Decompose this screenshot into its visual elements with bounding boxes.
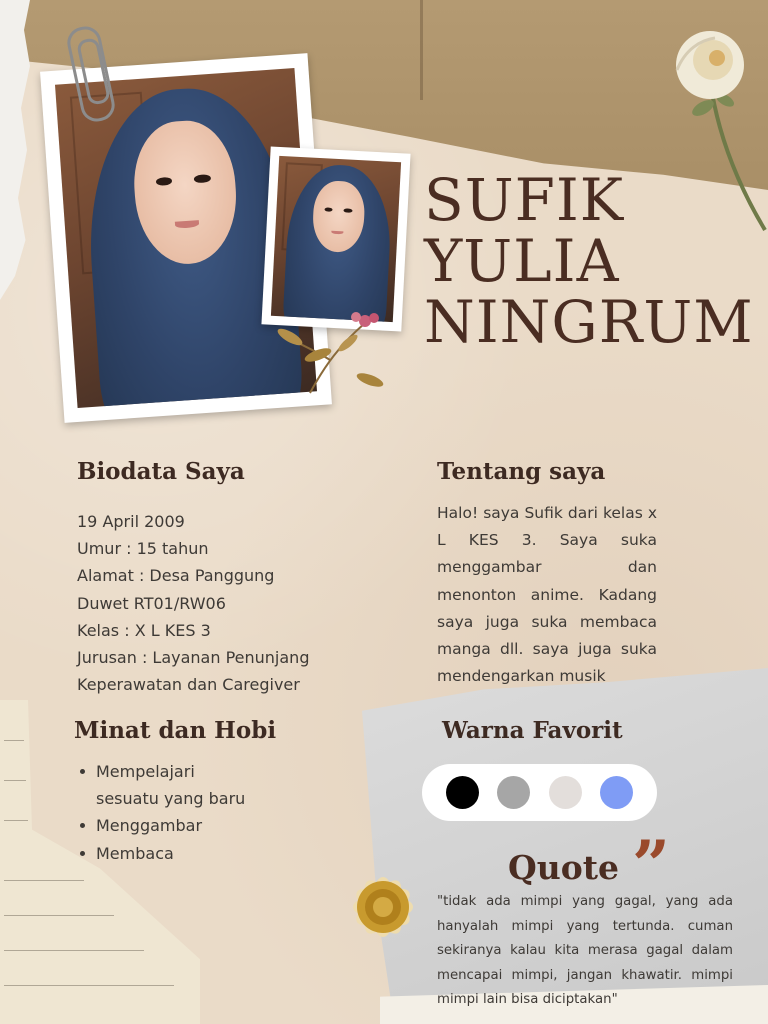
biodata-line: Alamat : Desa Panggung — [77, 566, 275, 586]
about-heading: Tentang saya — [437, 458, 606, 485]
hobby-item-continued: sesuatu yang baru — [96, 789, 246, 809]
biodata-line: Duwet RT01/RW06 — [77, 593, 226, 613]
letter-line — [4, 950, 144, 951]
color-swatch — [446, 776, 479, 809]
name-title — [424, 166, 754, 356]
color-swatch — [549, 776, 582, 809]
quote-text: "tidak ada mimpi yang gagal, yang ada hanyalah mimpi yang tertunda. cuman sekiranya kalau kita merasa gagal dalam mencapai mimpi, jangan khawatir. mimpi mimpi lain bisa diciptakan" — [437, 894, 733, 1007]
letter-line — [4, 820, 28, 821]
letter-line — [4, 780, 26, 781]
hobby-item: Membaca — [78, 840, 245, 867]
daisy-icon — [326, 850, 441, 965]
biodata-line: 19 April 2009 — [77, 512, 185, 531]
hobby-item: Mempelajari — [78, 758, 245, 785]
name-line-3: NINGRUM — [424, 288, 754, 356]
letter-line — [4, 740, 24, 741]
about-text: Halo! saya Sufik dari kelas x L KES 3. Saya suka menggambar dan menonton anime. Kadang saya juga suka membaca manga dll. saya juga suka mendengarkan musik — [437, 504, 657, 686]
biodata-line: Keperawatan dan Caregiver — [77, 675, 300, 695]
biodata-line: Jurusan : Layanan Penunjang — [77, 648, 310, 668]
hobbies-heading: Minat dan Hobi — [74, 717, 277, 744]
hobby-item: Menggambar — [78, 812, 245, 839]
kraft-fold-line — [420, 0, 423, 100]
letter-line — [4, 880, 84, 881]
quote-mark-icon: ” — [632, 826, 670, 904]
biodata-heading: Biodata Saya — [77, 458, 245, 485]
profile-photo-small — [261, 146, 410, 331]
color-swatch — [600, 776, 633, 809]
color-swatch — [497, 776, 530, 809]
biodata-line: Kelas : X L KES 3 — [77, 620, 211, 640]
name-line-1: SUFIK — [424, 166, 625, 234]
color-swatch-row — [422, 764, 657, 821]
letter-line — [4, 915, 114, 916]
letter-line — [4, 985, 174, 986]
quote-heading: Quote — [508, 848, 619, 887]
flower-sprig-icon — [270, 305, 390, 395]
favorite-colors-heading: Warna Favorit — [442, 717, 623, 744]
biodata-line: Umur : 15 tahun — [77, 539, 209, 559]
hobbies-list — [78, 758, 245, 867]
name-line-2: YULIA — [424, 227, 620, 295]
biodata-list — [77, 508, 309, 698]
